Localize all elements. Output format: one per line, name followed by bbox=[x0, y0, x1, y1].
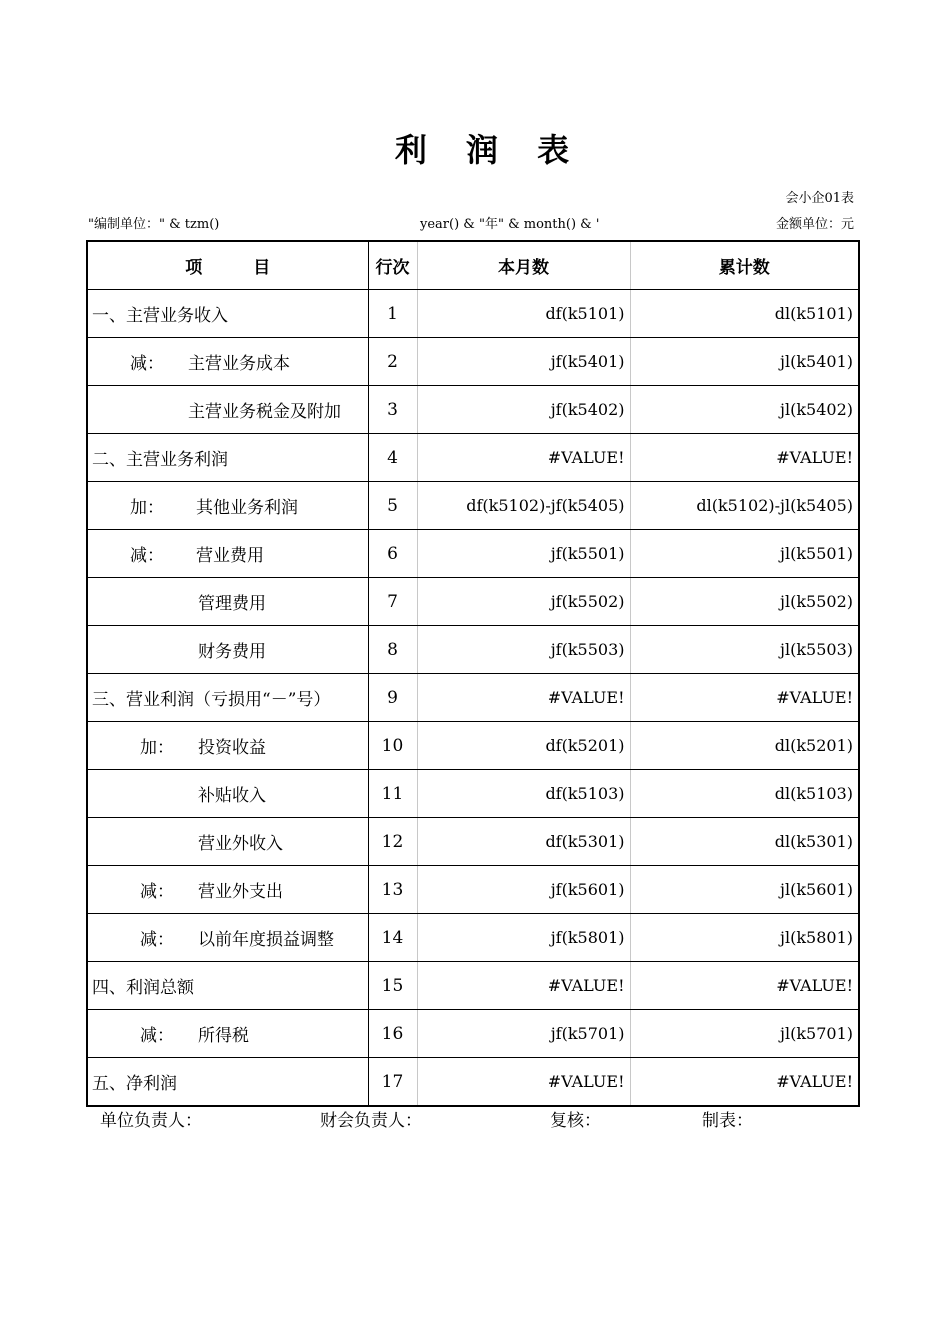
row-item bbox=[87, 1058, 368, 1107]
row-ytd-value: dl(k5201) bbox=[630, 722, 859, 770]
row-label: 营业外支出 bbox=[198, 882, 283, 902]
row-ytd-value: #VALUE! bbox=[630, 962, 859, 1010]
form-code: 会小企01表 bbox=[785, 191, 854, 206]
table-row bbox=[87, 674, 859, 722]
row-line: 9 bbox=[368, 674, 417, 722]
row-prefix: 减： bbox=[140, 882, 174, 902]
row-ytd-value: dl(k5301) bbox=[630, 818, 859, 866]
row-line: 7 bbox=[368, 578, 417, 626]
row-month-value: jf(k5701) bbox=[417, 1010, 630, 1058]
signature-preparer: 制表： bbox=[702, 1111, 753, 1131]
row-line: 12 bbox=[368, 818, 417, 866]
row-item bbox=[87, 866, 368, 914]
row-line: 1 bbox=[368, 290, 417, 338]
row-label: 财务费用 bbox=[198, 642, 266, 662]
row-ytd-value: #VALUE! bbox=[630, 674, 859, 722]
row-ytd-value: jl(k5502) bbox=[630, 578, 859, 626]
row-line: 5 bbox=[368, 482, 417, 530]
row-ytd-value: jl(k5401) bbox=[630, 338, 859, 386]
row-ytd-value: jl(k5503) bbox=[630, 626, 859, 674]
row-line: 8 bbox=[368, 626, 417, 674]
table-row bbox=[87, 434, 859, 482]
income-statement-table bbox=[86, 240, 860, 1107]
row-item bbox=[87, 338, 368, 386]
row-ytd-value: jl(k5701) bbox=[630, 1010, 859, 1058]
row-ytd-value: jl(k5801) bbox=[630, 914, 859, 962]
row-label: 其他业务利润 bbox=[196, 498, 298, 518]
row-month-value: jf(k5501) bbox=[417, 530, 630, 578]
row-item bbox=[87, 722, 368, 770]
table-header-row bbox=[87, 241, 859, 290]
row-item bbox=[87, 770, 368, 818]
row-prefix: 减： bbox=[140, 930, 174, 950]
signature-reviewer: 复核： bbox=[550, 1111, 601, 1131]
row-item bbox=[87, 482, 368, 530]
row-item bbox=[87, 386, 368, 434]
table-row bbox=[87, 770, 859, 818]
row-item bbox=[87, 530, 368, 578]
row-label: 五、净利润 bbox=[92, 1074, 177, 1094]
table-row bbox=[87, 626, 859, 674]
row-label: 投资收益 bbox=[198, 738, 266, 758]
header-line: 行次 bbox=[368, 241, 417, 290]
row-item bbox=[87, 818, 368, 866]
row-ytd-value: jl(k5501) bbox=[630, 530, 859, 578]
header-ytd: 累计数 bbox=[630, 241, 859, 290]
signature-unit-head: 单位负责人： bbox=[100, 1111, 202, 1131]
row-line: 4 bbox=[368, 434, 417, 482]
row-label: 以前年度损益调整 bbox=[198, 930, 334, 950]
row-label: 二、主营业务利润 bbox=[92, 450, 228, 470]
table-row bbox=[87, 722, 859, 770]
signature-finance-head: 财会负责人： bbox=[320, 1111, 422, 1131]
row-line: 2 bbox=[368, 338, 417, 386]
row-line: 11 bbox=[368, 770, 417, 818]
row-ytd-value: dl(k5101) bbox=[630, 290, 859, 338]
row-label: 主营业务税金及附加 bbox=[188, 402, 341, 422]
row-month-value: #VALUE! bbox=[417, 962, 630, 1010]
row-ytd-value: dl(k5103) bbox=[630, 770, 859, 818]
row-label: 一、主营业务收入 bbox=[92, 306, 228, 326]
row-prefix: 减： bbox=[140, 1026, 174, 1046]
row-label: 四、利润总额 bbox=[92, 978, 194, 998]
table-row bbox=[87, 818, 859, 866]
header-item: 项 目 bbox=[87, 241, 368, 290]
row-month-value: #VALUE! bbox=[417, 434, 630, 482]
row-ytd-value: jl(k5601) bbox=[630, 866, 859, 914]
row-label: 所得税 bbox=[198, 1026, 249, 1046]
row-item bbox=[87, 914, 368, 962]
row-month-value: jf(k5801) bbox=[417, 914, 630, 962]
row-line: 13 bbox=[368, 866, 417, 914]
table-row bbox=[87, 482, 859, 530]
row-line: 14 bbox=[368, 914, 417, 962]
currency-label: 金额单位：元 bbox=[775, 217, 854, 232]
row-line: 3 bbox=[368, 386, 417, 434]
row-label: 三、营业利润（亏损用“－”号） bbox=[92, 690, 331, 710]
table-row bbox=[87, 290, 859, 338]
row-prefix: 减： bbox=[130, 354, 164, 374]
row-item bbox=[87, 434, 368, 482]
table-row bbox=[87, 866, 859, 914]
row-month-value: jf(k5402) bbox=[417, 386, 630, 434]
table-row bbox=[87, 530, 859, 578]
row-ytd-value: #VALUE! bbox=[630, 1058, 859, 1107]
row-label: 管理费用 bbox=[198, 594, 266, 614]
row-label: 补贴收入 bbox=[198, 786, 266, 806]
table-row bbox=[87, 386, 859, 434]
table-row bbox=[87, 578, 859, 626]
row-month-value: jf(k5503) bbox=[417, 626, 630, 674]
row-item bbox=[87, 674, 368, 722]
row-item bbox=[87, 626, 368, 674]
row-item bbox=[87, 578, 368, 626]
unit-label: "编制单位：" & tzm() bbox=[88, 217, 220, 232]
row-month-value: df(k5201) bbox=[417, 722, 630, 770]
row-prefix: 加： bbox=[130, 498, 164, 518]
table-row bbox=[87, 338, 859, 386]
row-ytd-value: dl(k5102)-jl(k5405) bbox=[630, 482, 859, 530]
row-ytd-value: jl(k5402) bbox=[630, 386, 859, 434]
row-line: 16 bbox=[368, 1010, 417, 1058]
row-label: 营业费用 bbox=[196, 546, 264, 566]
table-row bbox=[87, 1058, 859, 1107]
row-month-value: df(k5101) bbox=[417, 290, 630, 338]
row-line: 17 bbox=[368, 1058, 417, 1107]
row-month-value: jf(k5502) bbox=[417, 578, 630, 626]
table-row bbox=[87, 962, 859, 1010]
row-line: 15 bbox=[368, 962, 417, 1010]
row-label: 主营业务成本 bbox=[188, 354, 290, 374]
row-item bbox=[87, 962, 368, 1010]
table-row bbox=[87, 914, 859, 962]
row-month-value: df(k5102)-jf(k5405) bbox=[417, 482, 630, 530]
row-line: 10 bbox=[368, 722, 417, 770]
date-expression: year() & "年" & month() & ' bbox=[420, 217, 600, 232]
row-item bbox=[87, 1010, 368, 1058]
row-prefix: 加： bbox=[140, 738, 174, 758]
row-month-value: df(k5103) bbox=[417, 770, 630, 818]
row-line: 6 bbox=[368, 530, 417, 578]
header-month: 本月数 bbox=[417, 241, 630, 290]
row-label: 营业外收入 bbox=[198, 834, 283, 854]
row-month-value: #VALUE! bbox=[417, 1058, 630, 1107]
row-ytd-value: #VALUE! bbox=[630, 434, 859, 482]
row-month-value: jf(k5401) bbox=[417, 338, 630, 386]
row-item bbox=[87, 290, 368, 338]
report-title: 利 润 表 bbox=[394, 131, 584, 169]
row-month-value: #VALUE! bbox=[417, 674, 630, 722]
row-prefix: 减： bbox=[130, 546, 164, 566]
row-month-value: jf(k5601) bbox=[417, 866, 630, 914]
row-month-value: df(k5301) bbox=[417, 818, 630, 866]
table-row bbox=[87, 1010, 859, 1058]
